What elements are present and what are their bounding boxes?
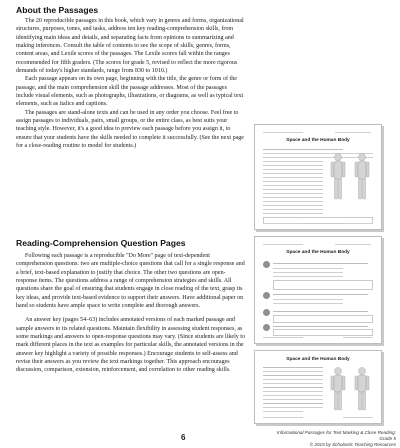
paragraph: Each passage appears on its own page, beginning with the title, the genre or form of the passage, and the main comprehension skill the passage addresses. Most of the passages include visual elements, such as photographs, illustrations, or diagrams, as well as typical text elements, such as italics and captions. <box>16 76 244 108</box>
page-number: 6 <box>181 433 186 442</box>
credit-line <box>266 430 396 448</box>
thumbnail-title: Space and the Human Body <box>286 138 350 143</box>
question-pages-text <box>16 252 246 375</box>
section-heading-question-pages: Reading-Comprehension Question Pages <box>16 238 186 248</box>
passage-page-thumbnail <box>254 124 382 230</box>
question-page-thumbnail <box>254 236 382 344</box>
about-passages-text <box>16 17 246 151</box>
section-heading-about-passages: About the Passages <box>16 5 99 15</box>
thumbnail-footer <box>263 415 375 420</box>
human-body-diagram <box>325 365 375 421</box>
human-body-diagram <box>325 151 375 211</box>
paragraph: An answer key (pages 54–63) includes annotated versions of each marked passage and sample answers to its related questions. Maintain flexibility in assessing student responses, as some markings and answers to open-response questions may vary. (Since students are likely to mark different places in the text as examples for particular skills, the annotated versions in the answer key highlight a variety of possible responses.) Encourage students to self-assess and revise their answers as you review the text markings together. This approach encourages discussion, comparison, extension, reinforcement, and correlation to other reading skills. <box>16 317 246 374</box>
answer-key-thumbnail <box>254 350 382 424</box>
thumbnail-footer <box>263 221 375 226</box>
copyright-credit: © 2015 by Scholastic Teaching Resources <box>309 442 396 447</box>
paragraph: Following each passage is a reproducible "Do More" page of text-dependent comprehension questions: two are multiple-choice questions that call for a single response and a brief, text-based explanation to justify that choice. The other two questions are open-response items. The questions address a range of comprehension strategies and skills. All questions share the goal of ensuring that students engage in close reading of the text, grasp its key ideas, and provide text-based evidence to support their answers. Have additional paper on hand so students have ample space to write complete and thorough answers. <box>16 253 245 310</box>
thumbnail-title: Space and the Human Body <box>286 357 350 362</box>
thumbnail-title: Space and the Human Body <box>286 250 350 255</box>
book-title-credit: Informational Passages for Text Marking & Close Reading: Grade 5 <box>276 430 396 441</box>
paragraph: The passages are stand-alone texts and can be used in any order you choose. Feel free to assign passages to individuals, pairs, small groups, or the entire class, as best suits your teaching style. However, it's a good idea to preview each passage before you assign it, to ensure that your students have the skills needed to complete it successfully. (See the next page for a close-reading routine to model for students.) <box>16 109 244 150</box>
thumbnail-footer <box>263 335 375 340</box>
paragraph: The 20 reproducible passages in this book, which vary in genres and forms, organizational structures, purposes, tones, and tasks, address ten key reading-comprehension skills, from identifying main ideas and details, and separating facts from opinions to summarizing and making inferences. Consult the table of contents to see the scope of skills, genres, forms, content areas, and Lexile scores of the passages. The Lexile scores fall within the ranges recommended for fifth graders. (The scores for grade 5, revised to reflect the more rigorous demands of today's higher standards, range from 830 to 1010.) <box>16 18 244 75</box>
